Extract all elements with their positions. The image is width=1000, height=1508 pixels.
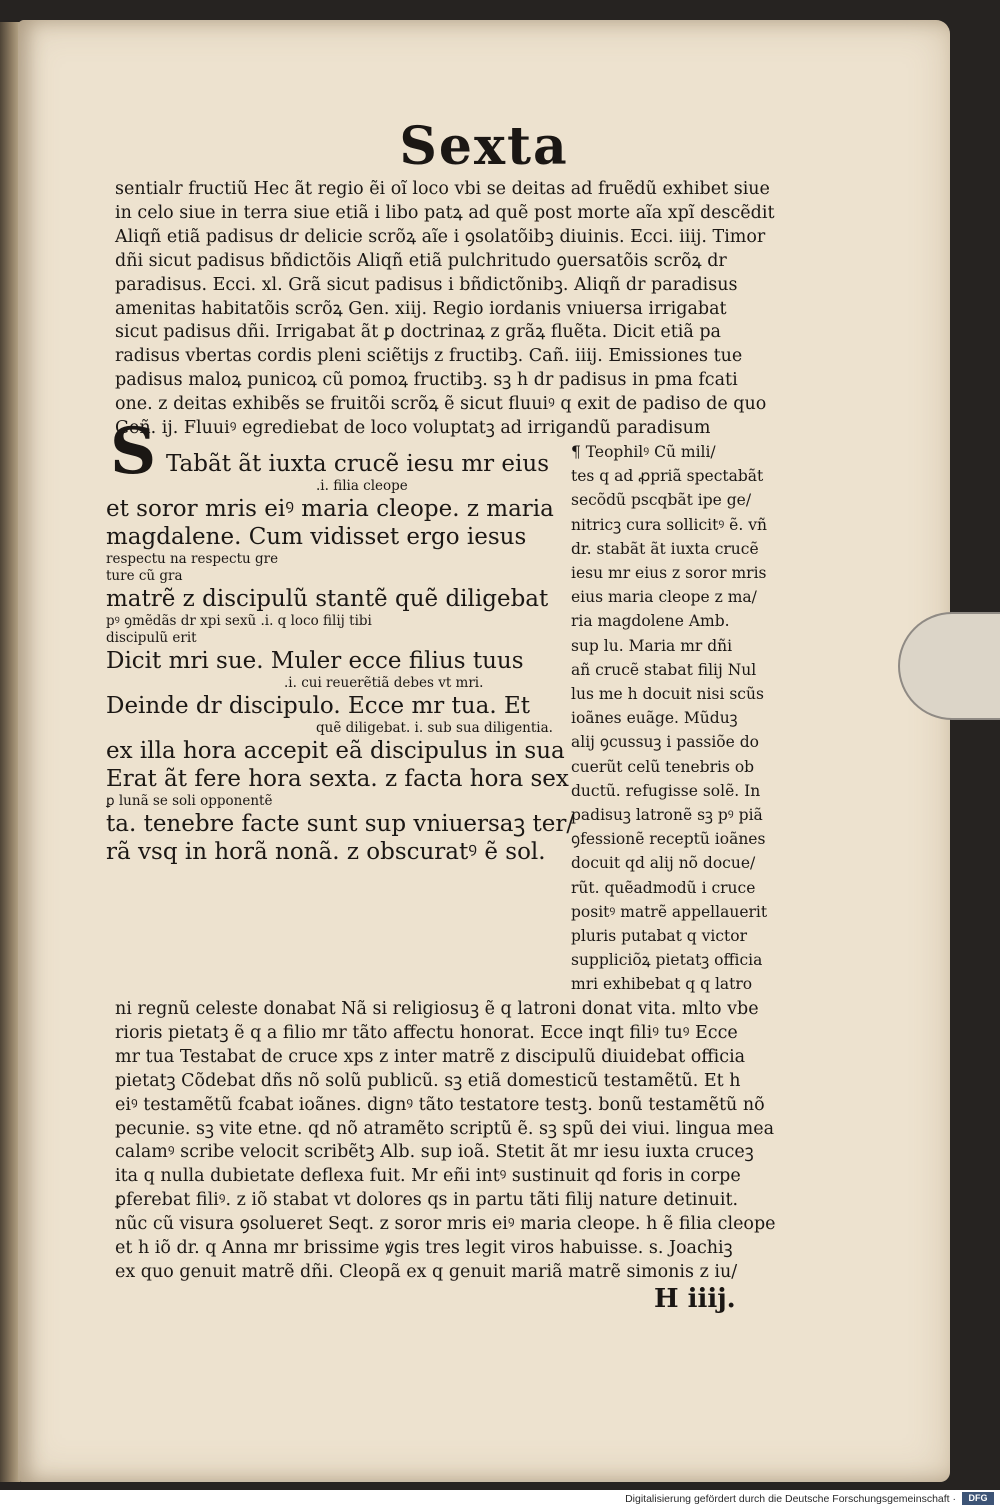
- text-line: ꝑferebat filiꝰ. z iõ stabat vt dolores qs in partu tãti filij nature detinuit.: [115, 1190, 739, 1211]
- text-line: rioris pietatꝫ ẽ q a filio mr tãto affectu honorat. Ecce inqt filiꝰ tuꝰ Ecce: [115, 1022, 738, 1043]
- commentary-line: padisuꝫ latronẽ sꝫ pꝰ piã: [571, 806, 763, 825]
- gloss-line: ture cũ gra: [106, 568, 183, 584]
- text-line: padisus maloꝝ punicoꝝ cũ pomoꝝ fructibꝫ. sꝫ h dr padisus in pma fcati: [115, 370, 738, 391]
- commentary-line: lus me h docuit nisi scũs: [571, 685, 764, 704]
- verse-line: Deinde dr discipulo. Ecce mr tua. Et: [106, 693, 530, 719]
- verse-line: Erat ãt fere hora sexta. z facta hora sex: [106, 766, 569, 792]
- text-line: eiꝰ testamẽtũ fcabat ioãnes. dignꝰ tãto testatore testꝫ. bonũ testamẽtũ nõ: [115, 1094, 765, 1115]
- initial-letter: S: [110, 414, 157, 489]
- main-text-column: [106, 450, 575, 866]
- gloss-line: pꝰ ꝯmẽdãs dr xpi sexũ .i. q loco filij tibi: [106, 613, 372, 629]
- gloss-line: ꝑ lunã se soli opponentẽ: [106, 793, 273, 809]
- verse-line: magdalene. Cum vidisset ergo iesus: [106, 524, 527, 550]
- text-line: dñi sicut padisus bñdictõis Aliqñ etiã pulchritudo ꝯuersatõis scrõꝝ dr: [115, 250, 727, 271]
- text-line: sicut padisus dñi. Irrigabat ãt ꝑ doctrinaꝝ z grãꝝ fluẽta. Dicit etiã pa: [115, 322, 721, 343]
- verse-line: ta. tenebre facte sunt sup vniuersaꝫ ter/: [106, 811, 575, 837]
- commentary-column: [571, 440, 807, 997]
- commentary-line: docuit qd alij nõ docue/: [571, 854, 756, 873]
- gloss-line: .i. filia cleope: [316, 478, 408, 494]
- verse-line: Dicit mri sue. Muler ecce filius tuus: [106, 648, 524, 674]
- commentary-line: tes q ad ꝓpriã spectabãt: [571, 467, 764, 486]
- footer: [0, 1490, 1000, 1508]
- footer-credit: Digitalisierung gefördert durch die Deutsche Forschungsgemeinschaft ·: [625, 1493, 956, 1505]
- signature-mark: H iiij.: [654, 1284, 736, 1314]
- verse-line: ex illa hora accepit eã discipulus in sua: [106, 738, 565, 764]
- dfg-logo: DFG: [962, 1492, 994, 1505]
- text-line: amenitas habitatõis scrõꝝ Gen. xiij. Regio iordanis vniuersa irrigabat: [115, 298, 727, 319]
- verse-line: rã vsq in horã nonã. z obscuratꝰ ẽ sol.: [106, 839, 546, 865]
- gloss-line: respectu na respectu gre: [106, 551, 279, 567]
- commentary-line: añ crucẽ stabat filij Nul: [571, 660, 757, 679]
- top-paragraph: [115, 178, 815, 441]
- text-line: ex quo genuit matrẽ dñi. Cleopã ex q genuit mariã matrẽ simonis z iu/: [115, 1261, 738, 1282]
- text-line: in celo siue in terra siue etiã i libo patꝝ ad quẽ post morte aĩa xpĩ descẽdit: [115, 202, 775, 223]
- previous-page-edge: [0, 22, 20, 1482]
- commentary-line: eius maria cleope z ma/: [571, 588, 757, 607]
- commentary-line: positꝰ matrẽ appellauerit: [571, 902, 768, 921]
- page-heading: Sexta: [399, 116, 569, 177]
- text-line: paradisus. Ecci. xl. Grã sicut padisus i bñdictõnibꝫ. Aliqñ dr paradisus: [115, 274, 738, 295]
- page-clip: [898, 612, 1000, 720]
- text-line: pecunie. sꝫ vite etne. qd nõ atramẽto scriptũ ẽ. sꝫ spũ dei viui. lingua mea: [115, 1118, 775, 1139]
- commentary-line: rũt. quẽadmodũ i cruce: [571, 878, 756, 897]
- verse-line: et soror mris eiꝰ maria cleope. z maria: [106, 496, 554, 522]
- bottom-paragraph: [115, 998, 815, 1285]
- text-line: et h iõ dr. q Anna mr brissime ꝟgis tres legit viros habuisse. s. Joachiꝫ: [115, 1238, 733, 1259]
- text-line: mr tua Testabat de cruce xps z inter matrẽ z discipulũ diuidebat officia: [115, 1046, 746, 1067]
- text-line: ita q nulla dubietate deflexa fuit. Mr eñi intꝰ sustinuit qd foris in corpe: [115, 1166, 741, 1187]
- commentary-line: sup lu. Maria mr dñi: [571, 636, 733, 655]
- commentary-line: ioãnes euãge. Mũduꝫ: [571, 709, 738, 728]
- commentary-line: pluris putabat q victor: [571, 927, 748, 946]
- commentary-line: ductũ. refugisse solẽ. In: [571, 781, 761, 800]
- text-line: Geñ. ij. Fluuiꝰ egrediebat de loco voluptatꝫ ad irrigandũ paradisum: [115, 418, 711, 439]
- text-line: nũc cũ visura ꝯsolueret Seqt. z soror mris eiꝰ maria cleope. h ẽ filia cleope: [115, 1214, 776, 1235]
- commentary-line: mri exhibebat q q latro: [571, 975, 753, 994]
- commentary-line: cuerũt celũ tenebris ob: [571, 757, 755, 776]
- verse-line: Tabãt ãt iuxta crucẽ iesu mr eius: [166, 451, 550, 477]
- commentary-line: iesu mr eius z soror mris: [571, 564, 767, 583]
- commentary-line: ria magdolene Amb.: [571, 612, 730, 631]
- gloss-line: .i. cui reuerẽtiã debes vt mri.: [284, 675, 484, 691]
- commentary-line: alij ꝯcussuꝫ i passiõe do: [571, 733, 759, 752]
- gloss-line: discipulũ erit: [106, 630, 197, 646]
- commentary-line: dr. stabãt ãt iuxta crucẽ: [571, 539, 759, 558]
- gloss-line: quẽ diligebat. i. sub sua diligentia.: [316, 720, 553, 736]
- text-line: one. z deitas exhibẽs se fruitõi scrõꝝ ẽ sicut fluuiꝰ q exit de padiso de quo: [115, 394, 767, 415]
- commentary-line: secõdũ pscqbãt ipe ge/: [571, 491, 752, 510]
- commentary-line: nitricꝫ cura sollicitꝰ ẽ. vñ: [571, 515, 767, 534]
- text-line: radisus vbertas cordis pleni sciẽtijs z fructibꝫ. Cañ. iiij. Emissiones tue: [115, 346, 743, 367]
- book-page: [18, 20, 950, 1482]
- text-line: sentialr fructiũ Hec ãt regio ẽi oĩ loco vbi se deitas ad fruẽdũ exhibet siue: [115, 179, 770, 199]
- text-line: Aliqñ etiã padisus dr delicie scrõꝝ aĩe i ꝯsolatõibꝫ diuinis. Ecci. iiij. Timor: [115, 226, 766, 247]
- text-line: calamꝰ scribe velocit scribẽtꝫ Alb. sup ioã. Stetit ãt mr iesu iuxta cruceꝫ: [115, 1142, 754, 1163]
- commentary-line: ꝯfessionẽ receptũ ioãnes: [571, 830, 766, 849]
- text-line: pietatꝫ Cõdebat dñs nõ solũ publicũ. sꝫ etiã domesticũ testamẽtũ. Et h: [115, 1070, 741, 1091]
- commentary-line: suppliciõꝝ pietatꝫ officia: [571, 951, 763, 970]
- verse-line: matrẽ z discipulũ stantẽ quẽ diligebat: [106, 586, 549, 612]
- commentary-line: ¶ Teophilꝰ Cũ mili/: [571, 443, 716, 461]
- text-line: ni regnũ celeste donabat Nã si religiosuꝫ ẽ q latroni donat vita. mlto vbe: [115, 999, 759, 1019]
